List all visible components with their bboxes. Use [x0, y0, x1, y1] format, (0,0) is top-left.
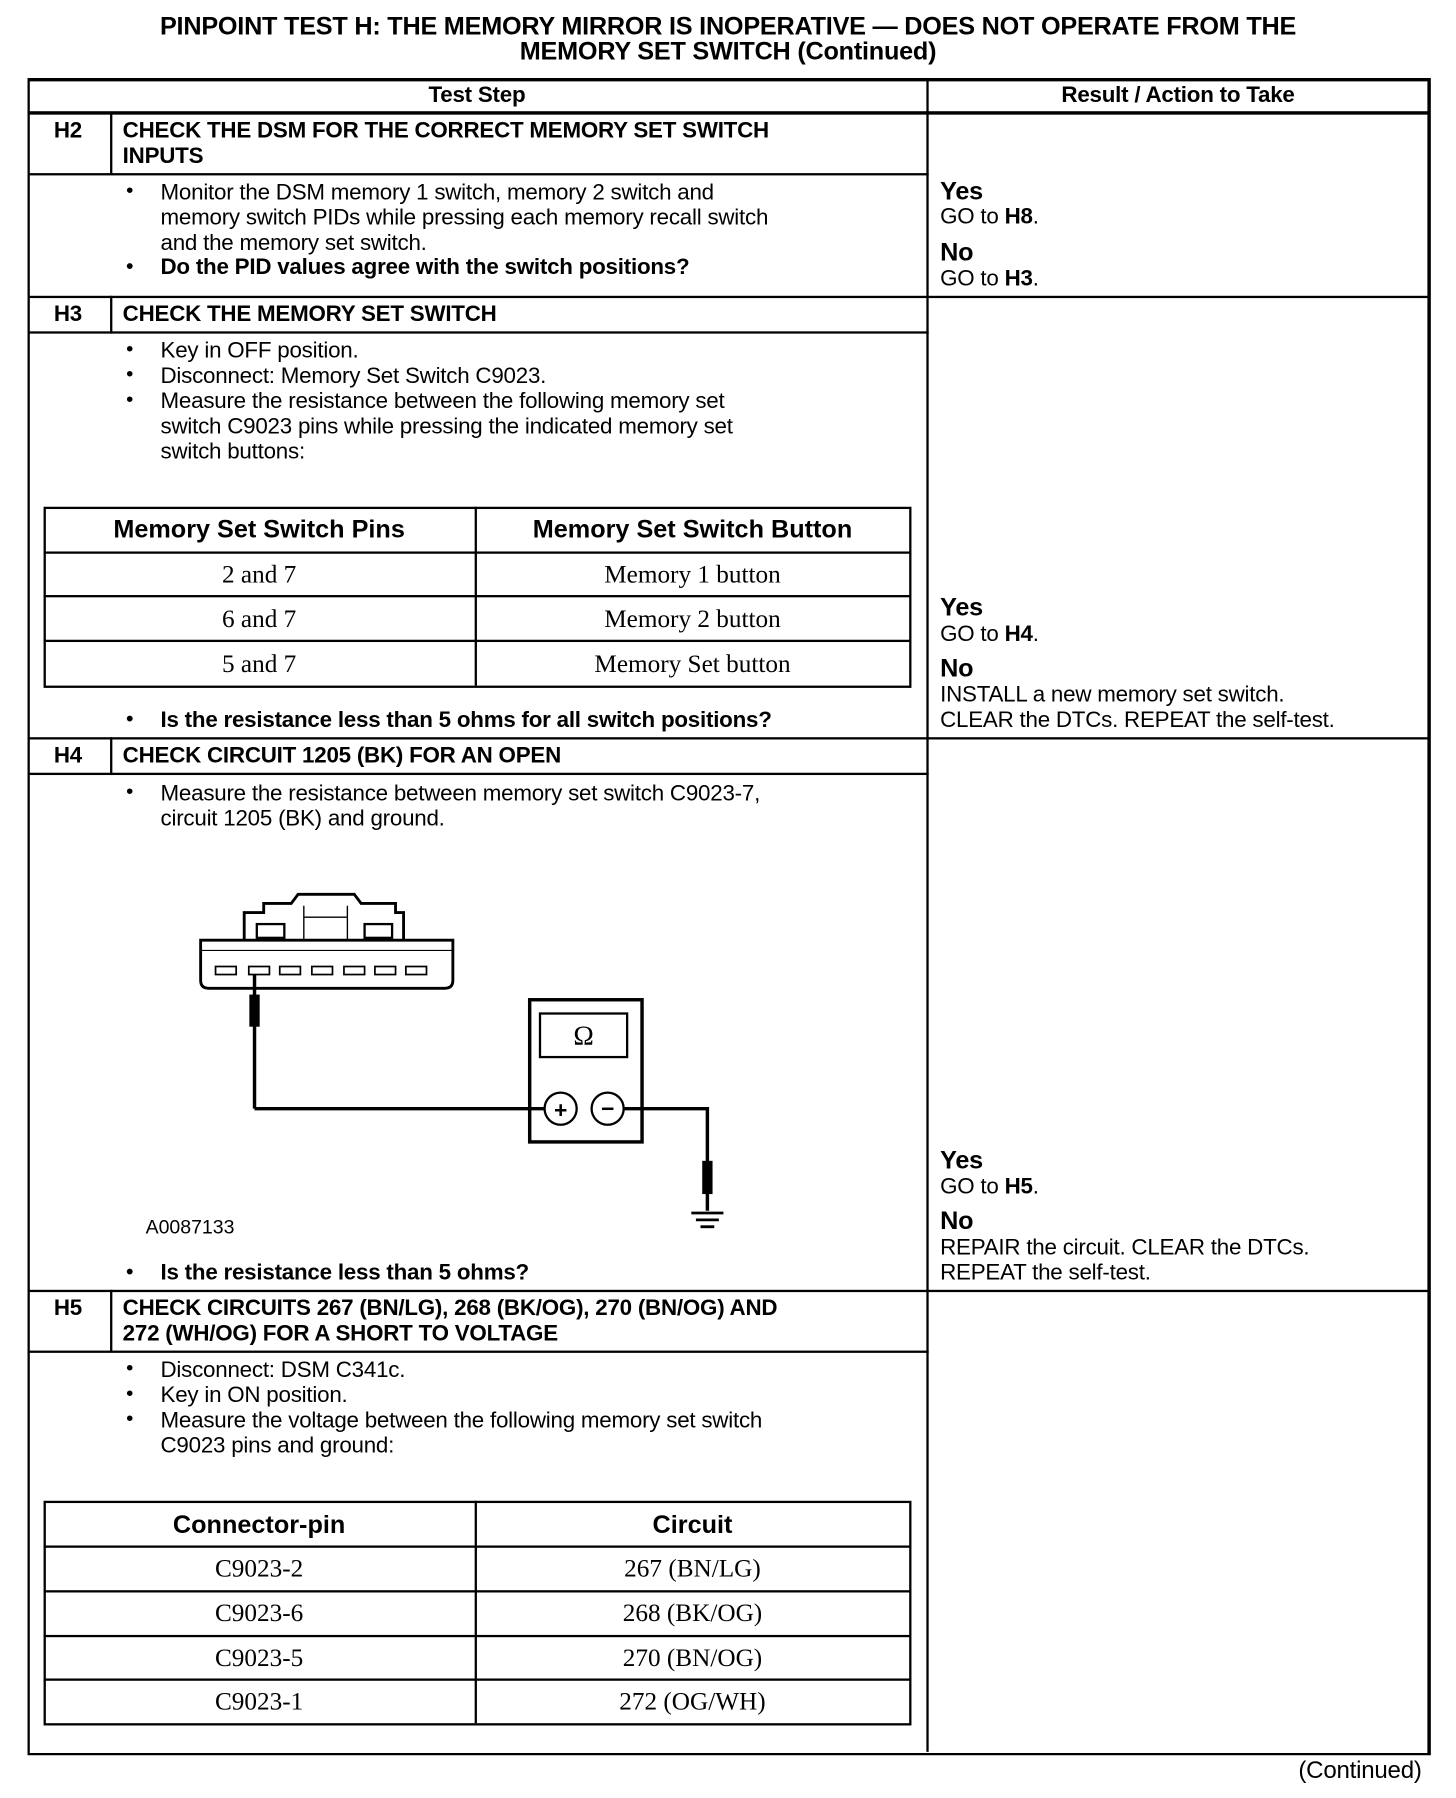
step-instruction: Key in ON position. [160, 1382, 348, 1408]
bullet-icon: • [126, 254, 134, 278]
table-cell: Memory 2 button [604, 604, 781, 633]
step-question: Do the PID values agree with the switch positions? [160, 254, 690, 280]
step-heading-h3: CHECK THE MEMORY SET SWITCH [122, 301, 497, 327]
step-instruction: Disconnect: Memory Set Switch C9023. [160, 363, 547, 389]
bullet-icon: • [126, 337, 134, 361]
table-cell: 2 and 7 [221, 559, 297, 589]
no-action: GO to H3. [940, 265, 1039, 292]
step-question: Is the resistance less than 5 ohms? [160, 1260, 529, 1286]
table-row-divider [44, 1635, 911, 1637]
yes-action: GO to H5. [940, 1174, 1039, 1200]
table-header: Memory Set Switch Pins [113, 514, 405, 544]
bullet-icon: • [126, 1406, 134, 1430]
no-action: INSTALL a new memory set switch. CLEAR the DTCs. REPEAT the self-test. [940, 682, 1335, 733]
step-id-h3: H3 [53, 301, 83, 327]
table-cell: 270 (BN/OG) [622, 1642, 763, 1672]
goto-link[interactable]: H4 [1004, 621, 1033, 647]
no-label: No [940, 237, 974, 266]
table-header: Memory Set Switch Button [532, 514, 853, 544]
step-heading-h5: CHECK CIRCUITS 267 (BN/LG), 268 (BK/OG), 270 (BN/OG) AND 272 (WH/OG) FOR A SHORT TO VOLTAGE [122, 1295, 778, 1346]
step-instruction: Key in OFF position. [160, 338, 359, 364]
bullet-icon: • [126, 387, 134, 411]
connector-c9023-icon [201, 894, 453, 988]
table-cell: C9023-2 [214, 1553, 304, 1583]
figure-id: A0087133 [145, 1216, 235, 1239]
step-instruction: Measure the resistance between the following memory set switch C9023 pins while pressing the indicated memory set switch buttons: [160, 388, 733, 465]
bullet-icon: • [126, 1260, 134, 1283]
minus-terminal-icon: − [600, 1095, 615, 1122]
ground-icon [691, 1213, 723, 1227]
table-row-divider [44, 1590, 911, 1592]
table-cell: 5 and 7 [221, 648, 297, 678]
step-id-divider [110, 1290, 112, 1352]
yes-action: GO to H4. [940, 621, 1039, 647]
table-cell: Memory Set button [594, 648, 791, 678]
bullet-icon: • [126, 707, 134, 731]
step-heading-h4: CHECK CIRCUIT 1205 (BK) FOR AN OPEN [122, 742, 562, 769]
table-cell: C9023-6 [214, 1598, 304, 1627]
table-cell: 268 (BK/OG) [622, 1598, 763, 1627]
table-cell: 267 (BN/LG) [624, 1553, 761, 1583]
table-cell: Memory 1 button [604, 559, 781, 589]
header-test-step: Test Step [428, 82, 526, 108]
ohm-symbol-icon: Ω [573, 1019, 594, 1051]
step-instruction: Measure the resistance between memory set switch C9023-7, circuit 1205 (BK) and ground. [160, 780, 761, 832]
yes-label: Yes [940, 1145, 983, 1175]
step-id-h2: H2 [53, 118, 83, 144]
row-divider [28, 1290, 1429, 1292]
table-header: Circuit [652, 1509, 733, 1539]
step-id-h5: H5 [53, 1295, 83, 1321]
test-lead-negative [624, 1109, 712, 1211]
yes-label: Yes [940, 176, 983, 206]
table-cell: 6 and 7 [221, 604, 297, 633]
step-id-h4: H4 [53, 742, 83, 769]
yes-action: GO to H8. [940, 204, 1039, 230]
step-instruction: Monitor the DSM memory 1 switch, memory 2 switch and memory switch PIDs while pressing each memory recall switch and the memory set switch. [160, 180, 769, 256]
table-row-divider [44, 1678, 911, 1680]
step-instruction: Disconnect: DSM C341c. [160, 1357, 406, 1383]
goto-link[interactable]: H3 [1004, 265, 1033, 292]
no-label: No [940, 653, 974, 683]
table-cell: 272 (OG/WH) [619, 1686, 766, 1716]
table-header: Connector-pin [172, 1509, 346, 1539]
table-row-divider [44, 1545, 911, 1547]
goto-link[interactable]: H5 [1004, 1174, 1033, 1200]
plus-terminal-icon: + [553, 1096, 568, 1123]
yes-label: Yes [940, 592, 983, 622]
page-title-line2: MEMORY SET SWITCH (Continued) [519, 36, 937, 66]
no-label: No [940, 1206, 974, 1235]
continued-note: (Continued) [1298, 1757, 1422, 1784]
table-cell: C9023-1 [214, 1686, 304, 1716]
test-lead-positive [250, 975, 545, 1109]
bullet-icon: • [126, 779, 134, 803]
page-title: PINPOINT TEST H: THE MEMORY MIRROR IS INOPERATIVE — DOES NOT OPERATE FROM THE [159, 11, 1297, 41]
bullet-icon: • [126, 178, 134, 202]
bullet-icon: • [126, 1381, 134, 1405]
header-result: Result / Action to Take [1061, 82, 1295, 108]
row-divider [28, 1351, 929, 1353]
step-instruction: Measure the voltage between the following memory set switch C9023 pins and ground: [160, 1407, 763, 1459]
step-question: Is the resistance less than 5 ohms for all switch positions? [160, 707, 772, 733]
step-heading-h2: CHECK THE DSM FOR THE CORRECT MEMORY SET SWITCH INPUTS [122, 118, 769, 169]
table-cell: C9023-5 [214, 1642, 304, 1672]
bullet-icon: • [126, 1356, 134, 1380]
no-action: REPAIR the circuit. CLEAR the DTCs. REPEAT the self-test. [940, 1234, 1310, 1286]
goto-link[interactable]: H8 [1004, 204, 1033, 230]
bullet-icon: • [126, 362, 134, 386]
